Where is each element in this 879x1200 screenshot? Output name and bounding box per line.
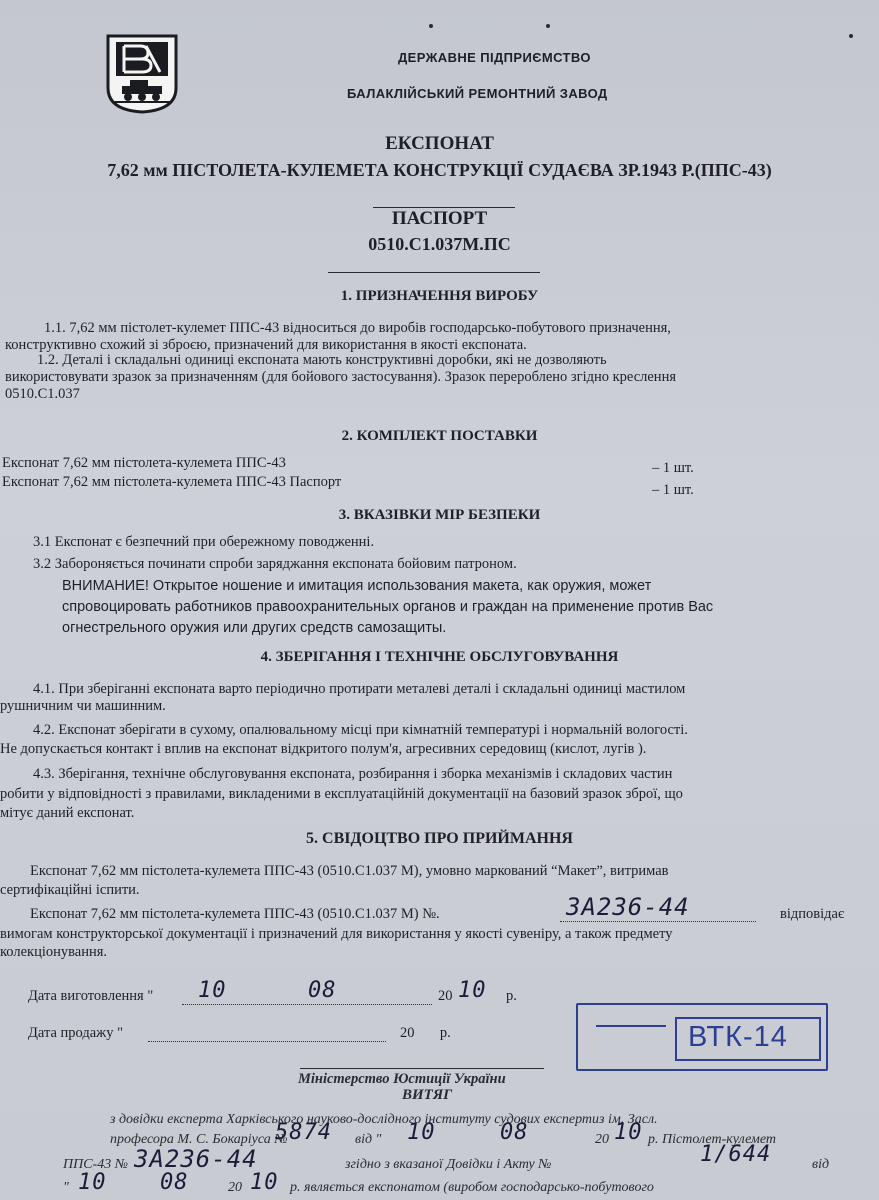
- section-1-heading: 1. ПРИЗНАЧЕННЯ ВИРОБУ: [340, 288, 539, 304]
- kit-item-qty: – 1 шт.: [652, 460, 694, 476]
- extract-text: з довідки експерта Харківського науково-дослідного інституту судових експертиз ім. Засл.: [110, 1112, 658, 1127]
- extract-text: р. Пістолет-кулемет: [648, 1132, 777, 1147]
- serial-handwritten: 3А236-44: [566, 893, 690, 921]
- paragraph-text: 4.1. При зберіганні експоната варто періодично протирати металеві деталі і складальні одиниці мастилом: [33, 681, 686, 697]
- kit-item-name: Експонат 7,62 мм пістолета-кулемета ППС-43: [2, 455, 286, 471]
- act-day-handwritten: 10: [78, 1170, 107, 1195]
- extract-text: 20: [595, 1132, 609, 1147]
- factory-logo-icon: [106, 34, 178, 114]
- stamp-text: ВТК-14: [688, 1021, 788, 1053]
- extract-serial-handwritten: 3А236-44: [134, 1145, 258, 1173]
- warning-text: ВНИМАНИЕ! Открытое ношение и имитация использования макета, как оружия, может: [62, 578, 652, 594]
- year-prefix: 20: [438, 988, 453, 1004]
- extract-text: ": [63, 1180, 69, 1195]
- extract-text: згідно з вказаної Довідки і Акту №: [345, 1157, 552, 1172]
- kit-item-qty: – 1 шт.: [652, 482, 694, 498]
- sale-date-tail: 20 р.: [400, 1025, 451, 1041]
- act-month-handwritten: 08: [160, 1170, 189, 1195]
- paragraph-text: використовувати зразок за призначенням (для бойового застосування). Зразок перероблено згідно креслення: [5, 369, 677, 385]
- dot-mark: [429, 24, 433, 28]
- manufacture-year-handwritten: 10: [458, 978, 487, 1003]
- extract-text: професора М. С. Бокаріуса №: [110, 1132, 288, 1147]
- sale-date-label: Дата продажу ": [28, 1025, 123, 1041]
- qc-stamp: [576, 1003, 828, 1071]
- extract-text: ППС-43 №: [63, 1157, 128, 1172]
- title-line-1: ЕКСПОНАТ: [385, 133, 494, 154]
- paragraph-text: рушничним чи машинним.: [0, 698, 166, 714]
- paragraph-text: Експонат 7,62 мм пістолета-кулемета ППС-43 (0510.С1.037 М) №.: [30, 906, 440, 922]
- date-line: [148, 1040, 386, 1042]
- divider: [300, 1068, 544, 1069]
- act-year-handwritten: 10: [250, 1170, 279, 1195]
- extract-text: від ": [355, 1132, 382, 1147]
- paragraph-text: сертифікаційні іспити.: [0, 882, 140, 898]
- kit-item-name: Експонат 7,62 мм пістолета-кулемета ППС-43 Паспорт: [2, 474, 342, 490]
- manufacture-date-label: Дата виготовлення ": [28, 988, 154, 1004]
- org-line-1: ДЕРЖАВНЕ ПІДПРИЄМСТВО: [398, 50, 591, 65]
- paragraph-text: вимогам конструкторської документації і призначений для використання у якості сувеніру, а також предмету: [0, 926, 673, 942]
- paragraph-text: відповідає: [780, 906, 845, 922]
- date-line: [182, 1003, 432, 1005]
- divider: [328, 272, 540, 273]
- section-3-heading: 3. ВКАЗІВКИ МІР БЕЗПЕКИ: [338, 507, 541, 523]
- passport-title: ПАСПОРТ: [391, 208, 488, 229]
- paragraph-text: 1.2. Деталі і складальні одиниці експоната мають конструктивні доробки, які не дозволяють: [37, 352, 607, 368]
- passport-code: 0510.С1.037М.ПС: [368, 234, 511, 254]
- paragraph-text: робити у відповідності з правилами, викладеними в експлуатаційній документації на базовий зразок зброї, що: [0, 786, 683, 802]
- dot-mark: [849, 34, 853, 38]
- paragraph-text: 3.2 Забороняється починати спроби заряджання експоната бойовим патроном.: [33, 556, 517, 572]
- year-suffix: р.: [506, 988, 517, 1004]
- paragraph-text: Не допускається контакт і вплив на експонат відкритого полум'я, агресивних середовищ (кислот, лугів ).: [0, 741, 647, 757]
- paragraph-text: мітує даний експонат.: [0, 805, 135, 821]
- paragraph-text: 3.1 Експонат є безпечний при обережному поводженні.: [33, 534, 375, 550]
- section-5-heading: 5. СВІДОЦТВО ПРО ПРИЙМАННЯ: [306, 830, 573, 847]
- paragraph-text: 0510.С1.037: [5, 386, 80, 402]
- doc-number-handwritten: 5874: [275, 1120, 332, 1145]
- extract-title: ВИТЯГ: [402, 1087, 453, 1103]
- dot-mark: [546, 24, 550, 28]
- warning-text: огнестрельного оружия или других средств самозащиты.: [62, 620, 447, 636]
- section-4-heading: 4. ЗБЕРІГАННЯ І ТЕХНІЧНЕ ОБСЛУГОВУВАННЯ: [260, 649, 619, 665]
- paragraph-text: конструктивно схожий зі зброєю, призначений для використання в якості експоната.: [5, 337, 527, 353]
- paragraph-text: 4.3. Зберігання, технічне обслуговування експоната, розбирання і зборка механізмів і складових частин: [33, 766, 673, 782]
- act-number-handwritten: 1/644: [700, 1142, 772, 1167]
- doc-year-handwritten: 10: [614, 1120, 643, 1145]
- manufacture-day-handwritten: 10: [198, 978, 227, 1003]
- paragraph-text: 1.1. 7,62 мм пістолет-кулемет ППС-43 відноситься до виробів господарсько-побутового призначення,: [44, 320, 671, 336]
- doc-month-handwritten: 08: [500, 1120, 529, 1145]
- manufacture-month-handwritten: 08: [308, 978, 337, 1003]
- org-line-2: БАЛАКЛІЙСЬКИЙ РЕМОНТНИЙ ЗАВОД: [347, 86, 608, 101]
- paragraph-text: Експонат 7,62 мм пістолета-кулемета ППС-43 (0510.С1.037 М), умовно маркований “Макет”, витримав: [30, 863, 669, 879]
- warning-text: спровоцировать работников правоохранительных органов и граждан на применение против Вас: [62, 599, 714, 615]
- ministry-name: Міністерство Юстиції України: [298, 1071, 506, 1087]
- extract-text: р. являється експонатом (виробом господарсько-побутового: [290, 1180, 654, 1195]
- paragraph-text: 4.2. Експонат зберігати в сухому, опалювальному місці при кімнатній температурі і нормальній вологості.: [33, 722, 688, 738]
- extract-text: від: [812, 1157, 830, 1172]
- section-2-heading: 2. КОМПЛЕКТ ПОСТАВКИ: [341, 428, 538, 444]
- paragraph-text: колекціонування.: [0, 944, 108, 960]
- doc-day-handwritten: 10: [407, 1120, 436, 1145]
- stamp-stroke: [596, 1025, 666, 1047]
- title-line-2: 7,62 мм ПІСТОЛЕТА-КУЛЕМЕТА КОНСТРУКЦІЇ СУДАЄВА ЗР.1943 Р.(ППС-43): [107, 160, 772, 180]
- extract-text: 20: [228, 1180, 242, 1195]
